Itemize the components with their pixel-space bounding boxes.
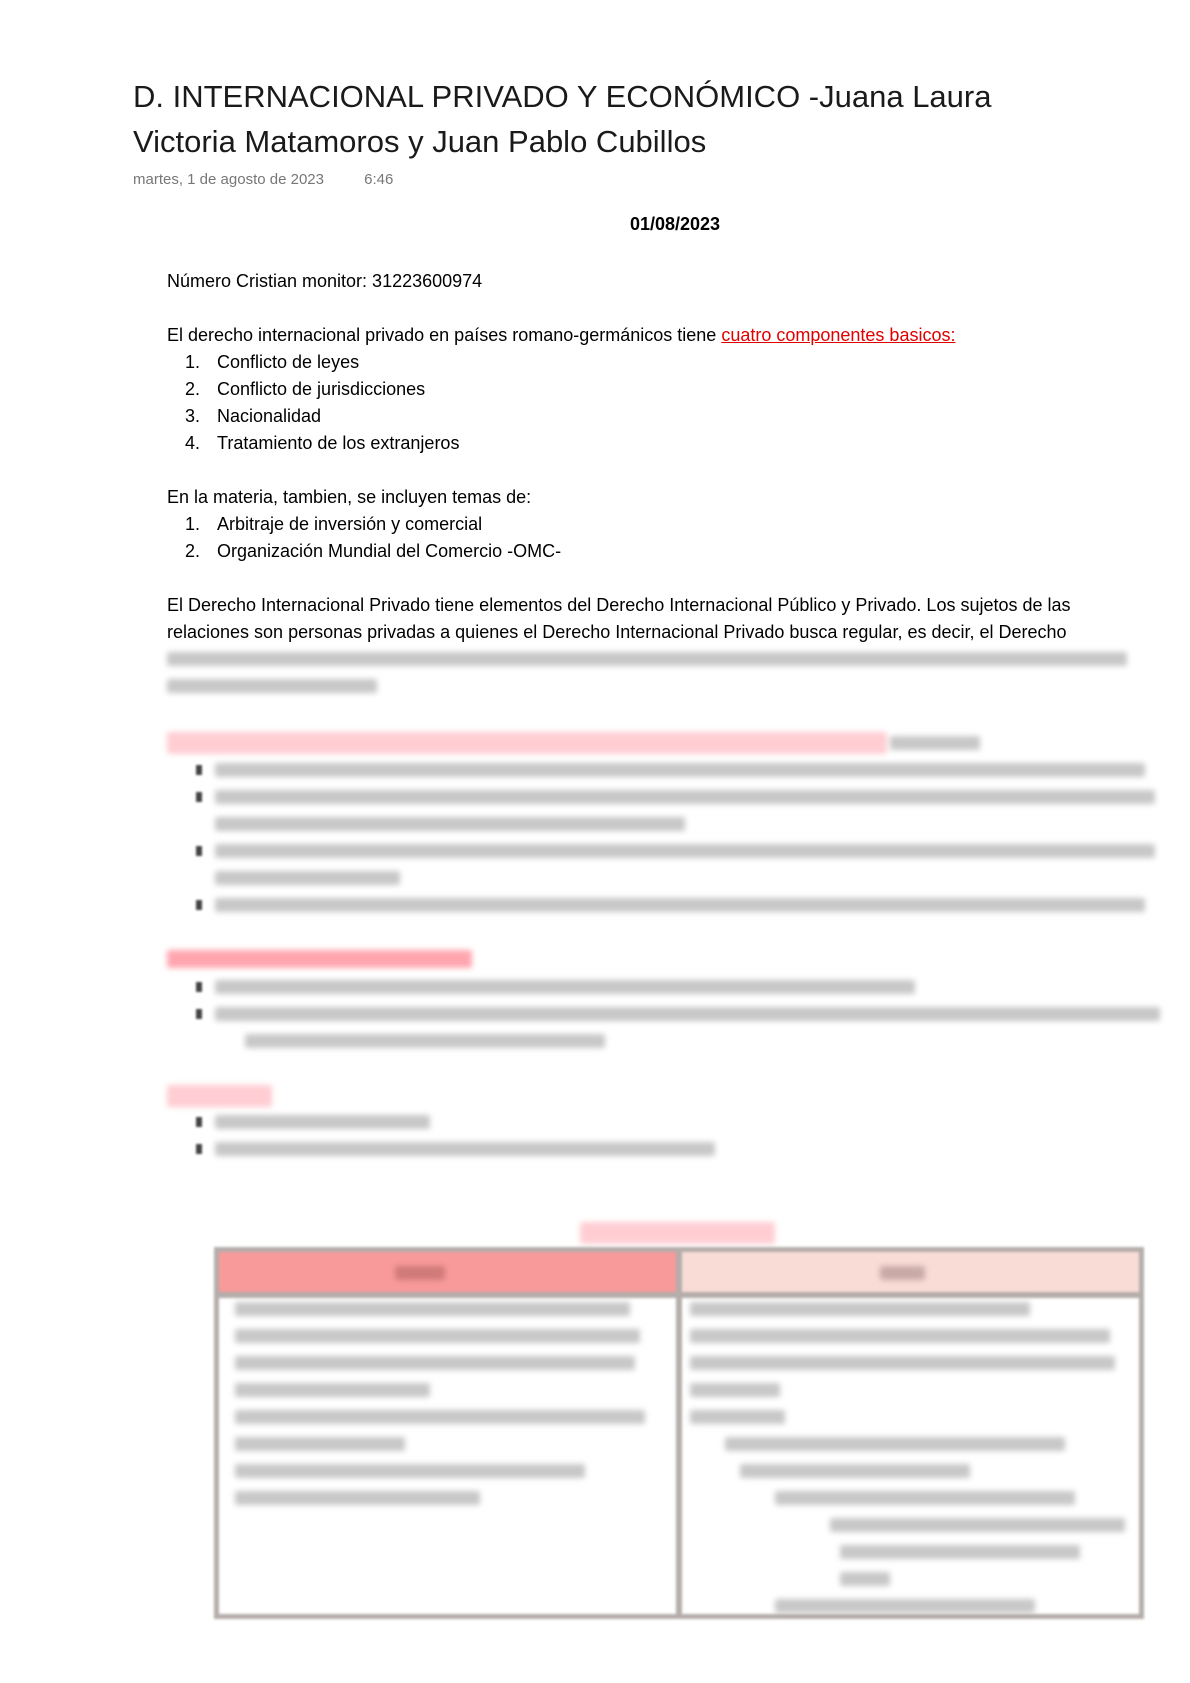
blurred-line: [395, 1266, 445, 1280]
intro-paragraph: [167, 322, 1187, 349]
blurred-line: [690, 1410, 785, 1424]
paragraph-line-2: relaciones son personas privadas a quienes el Derecho Internacional Privado busca regular, es decir, el Derecho: [167, 622, 1067, 642]
blurred-heading: [167, 950, 472, 968]
bullet-icon: [196, 982, 202, 992]
table-column-divider: [676, 1252, 682, 1614]
blurred-line: [235, 1302, 630, 1316]
paragraph-line-1: El Derecho Internacional Privado tiene elementos del Derecho Internacional Público y Privado. Los sujetos de las: [167, 595, 1071, 615]
blurred-line: [775, 1599, 1035, 1613]
blurred-line: [235, 1329, 640, 1343]
list-item: 2. Conflicto de jurisdicciones: [185, 379, 426, 399]
blurred-table-title: [580, 1222, 775, 1244]
list-item: 3. Nacionalidad: [185, 406, 322, 426]
comparison-table: [214, 1247, 1144, 1619]
blurred-line: [235, 1356, 635, 1370]
blurred-line: [725, 1437, 1065, 1451]
blurred-line: [235, 1464, 585, 1478]
page-date: martes, 1 de agosto de 2023: [133, 171, 324, 188]
blurred-line: [167, 679, 377, 693]
blurred-line: [215, 817, 685, 831]
bullet-icon: [196, 792, 202, 802]
bullet-icon: [196, 1117, 202, 1127]
blurred-line: [215, 980, 915, 994]
blurred-heading: [167, 732, 887, 754]
bullet-icon: [196, 1144, 202, 1154]
blurred-line: [235, 1410, 645, 1424]
monitor-line: Número Cristian monitor: 31223600974: [167, 271, 483, 291]
page-title: D. INTERNACIONAL PRIVADO Y ECONÓMICO -Juana Laura Victoria Matamoros y Juan Pablo Cubillos: [133, 79, 992, 159]
page-metadata: [133, 171, 393, 188]
blurred-line: [235, 1491, 480, 1505]
blurred-line: [215, 790, 1155, 804]
intro-highlight-link[interactable]: cuatro componentes basicos:: [721, 325, 956, 345]
topics-intro: En la materia, tambien, se incluyen temas de:: [167, 487, 532, 507]
blurred-line: [690, 1383, 780, 1397]
blurred-line: [235, 1383, 430, 1397]
blurred-heading: [167, 1085, 272, 1107]
table-header-left: [219, 1252, 676, 1298]
topics-list: [167, 511, 1187, 565]
blurred-line: [775, 1491, 1075, 1505]
blurred-line: [215, 844, 1155, 858]
table-header-right: [682, 1252, 1139, 1298]
note-body: [167, 268, 1187, 646]
blurred-line: [167, 652, 1127, 666]
blurred-line: [215, 898, 1145, 912]
blurred-line: [840, 1545, 1080, 1559]
blurred-line: [690, 1329, 1110, 1343]
list-item: 1. Conflicto de leyes: [185, 352, 360, 372]
section-date-heading: 01/08/2023: [629, 214, 721, 234]
bullet-icon: [196, 1009, 202, 1019]
blurred-line: [235, 1437, 405, 1451]
blurred-line: [215, 1007, 1160, 1021]
intro-text: El derecho internacional privado en países romano-germánicos tiene: [167, 325, 722, 345]
components-list: [167, 349, 1187, 457]
bullet-icon: [196, 765, 202, 775]
bullet-icon: [196, 900, 202, 910]
blurred-line: [880, 1266, 925, 1280]
list-item: 4. Tratamiento de los extranjeros: [185, 433, 460, 453]
blurred-line: [215, 1142, 715, 1156]
blurred-line: [840, 1572, 890, 1586]
page-time: 6:46: [364, 171, 394, 188]
blurred-line: [215, 871, 400, 885]
blurred-line: [830, 1518, 1125, 1532]
blurred-line: [215, 763, 1145, 777]
blurred-line: [245, 1034, 605, 1048]
list-item: 1. Arbitraje de inversión y comercial: [185, 514, 483, 534]
bullet-icon: [196, 846, 202, 856]
blurred-line: [690, 1302, 1030, 1316]
blurred-line: [215, 1115, 430, 1129]
blurred-line: [890, 736, 980, 750]
blurred-line: [690, 1356, 1115, 1370]
list-item: 2. Organización Mundial del Comercio -OMC-: [185, 541, 562, 561]
blurred-line: [740, 1464, 970, 1478]
